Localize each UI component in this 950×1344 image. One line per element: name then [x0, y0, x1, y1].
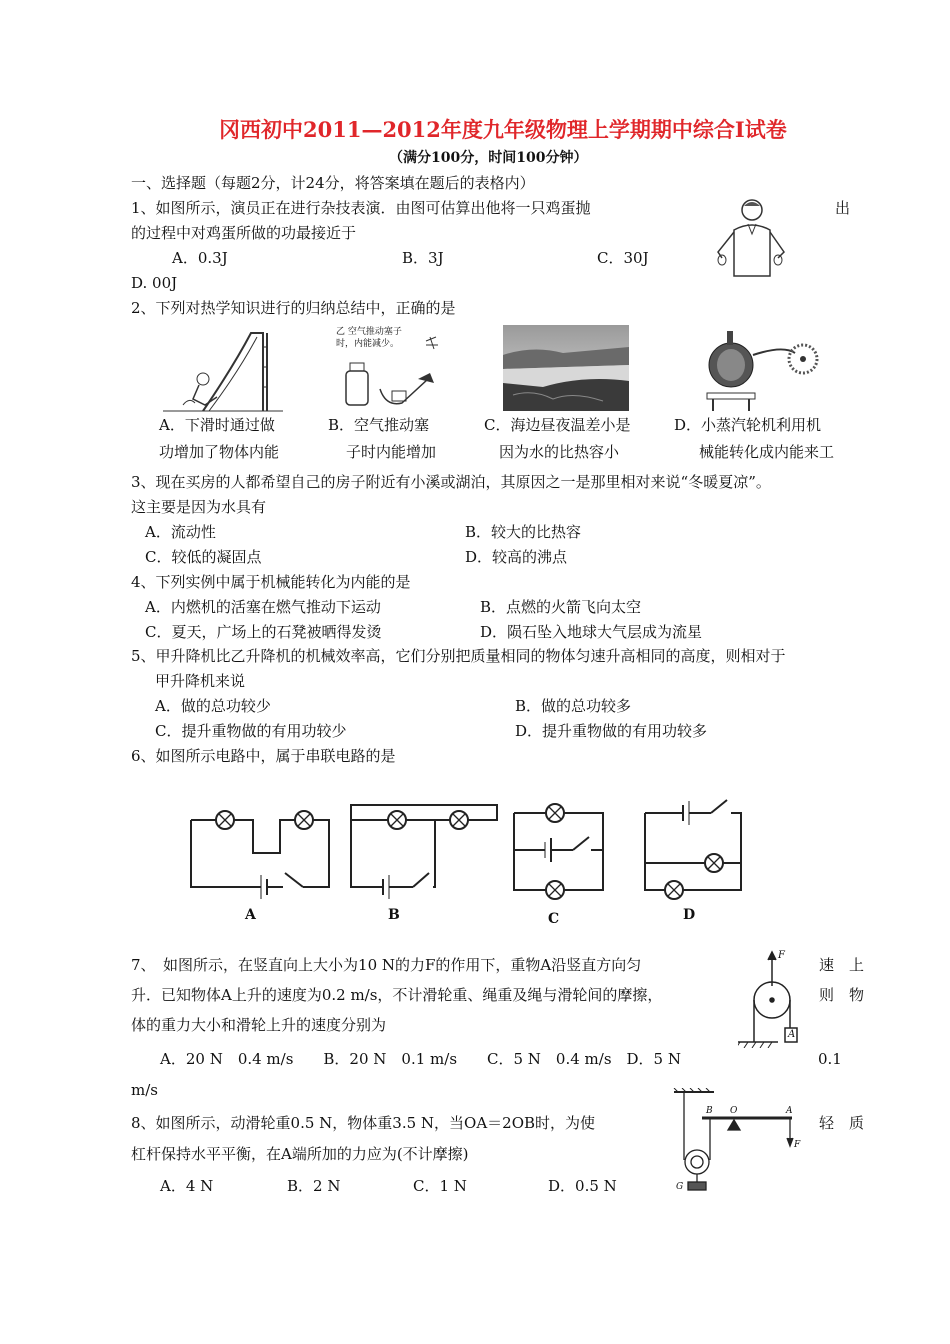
- stopper-figure: [330, 327, 450, 412]
- q1-tail: 出: [835, 199, 851, 217]
- q5-option-b: B．做的总功较多: [515, 697, 632, 715]
- q2-stem: 2、下列对热学知识进行的归纳总结中，正确的是: [131, 299, 456, 317]
- q7-line4: m/s: [131, 1081, 158, 1099]
- q4-option-a: A．内燃机的活塞在燃气推动下运动: [145, 598, 381, 616]
- lever-b-label: B: [706, 1106, 713, 1116]
- q2-option-a-line2: 功增加了物体内能: [159, 443, 280, 461]
- q8-option-a: A．4 N: [160, 1177, 214, 1195]
- q7-tail1: 速 上: [819, 956, 865, 974]
- q7-tail2: 则 物: [819, 986, 865, 1004]
- q1-option-a: A．0.3J: [172, 249, 228, 267]
- circuit-a: [191, 811, 329, 899]
- q2-option-d-line1: D．小蒸汽轮机利用机: [674, 416, 822, 434]
- q1-line2: 的过程中对鸡蛋所做的功最接近于: [131, 224, 357, 242]
- circuit-d: [645, 800, 741, 899]
- q2-option-b-line1: B．空气推动塞: [328, 416, 430, 434]
- q7-line1: 7、 如图所示，在竖直向上大小为10 N的力F的作用下，重物A沿竖直方向匀: [131, 956, 642, 974]
- circuit-label-a: A: [245, 907, 256, 923]
- q5-option-a: A．做的总功较少: [155, 697, 271, 715]
- q4-option-c: C．夏天，广场上的石凳被晒得发烫: [145, 623, 382, 641]
- juggler-figure: [708, 190, 794, 282]
- steam-turbine-figure: [703, 325, 833, 413]
- q1-option-b: B．3J: [402, 249, 444, 267]
- page-subtitle: （满分100分，时间100分钟）: [389, 150, 588, 166]
- q2-option-c-line1: C．海边昼夜温差小是: [484, 416, 631, 434]
- q3-line2: 这主要是因为水具有: [131, 498, 267, 516]
- q2-option-a-line1: A．下滑时通过做: [159, 416, 275, 434]
- q3-line1: 3、现在买房的人都希望自己的房子附近有小溪或湖泊，其原因之一是那里相对来说“冬暖夏凉”。: [131, 473, 771, 491]
- lever-g-label: G: [676, 1182, 684, 1192]
- q4-stem: 4、下列实例中属于机械能转化为内能的是: [131, 573, 411, 591]
- q5-line1: 5、甲升降机比乙升降机的机械效率高，它们分别把质量相同的物体匀速升高相同的高度，则相对于: [131, 647, 786, 665]
- pulley-q7-f-label: F: [778, 950, 785, 961]
- q6-stem: 6、如图所示电路中，属于串联电路的是: [131, 747, 396, 765]
- seaside-figure: [503, 325, 629, 411]
- q8-option-d: D．0.5 N: [548, 1177, 617, 1195]
- circuits-figure: [183, 795, 753, 930]
- q5-line2: 甲升降机来说: [155, 672, 246, 690]
- q8-option-b: B．2 N: [287, 1177, 341, 1195]
- q1-option-d: D. 00J: [131, 274, 178, 292]
- stopper-caption-line2: 时，内能减少。: [336, 339, 400, 349]
- section-heading: 一、选择题（每题2分，计24分，将答案填在题后的表格内）: [131, 174, 535, 192]
- q5-option-c: C．提升重物做的有用功较少: [155, 722, 347, 740]
- slide-figure: [163, 327, 283, 415]
- q8-line2: 杠杆保持水平平衡，在A端所加的力应为(不计摩擦): [131, 1145, 469, 1163]
- q8-tail1: 轻 质: [819, 1114, 865, 1132]
- circuit-label-d: D: [683, 907, 696, 923]
- circuit-label-c: C: [548, 911, 560, 927]
- q8-line1: 8、如图所示，动滑轮重0.5 N，物体重3.5 N，当OA＝2OB时，为使: [131, 1114, 596, 1132]
- q3-option-d: D．较高的沸点: [465, 548, 568, 566]
- q3-option-b: B．较大的比热容: [465, 523, 582, 541]
- lever-f-label: F: [794, 1140, 801, 1150]
- q5-option-d: D．提升重物做的有用功较多: [515, 722, 708, 740]
- circuit-c: [514, 804, 603, 899]
- q4-option-d: D．陨石坠入地球大气层成为流星: [480, 623, 703, 641]
- q4-option-b: B．点燃的火箭飞向太空: [480, 598, 642, 616]
- lever-figure-q8: [670, 1088, 810, 1198]
- pulley-q7-a-label: A: [788, 1029, 796, 1040]
- q2-option-b-line2: 子时内能增加: [346, 443, 437, 461]
- lever-a-label: A: [786, 1106, 793, 1116]
- q8-option-c: C．1 N: [413, 1177, 467, 1195]
- stopper-caption-line1: 乙 空气推动塞子: [336, 327, 402, 337]
- circuit-label-b: B: [388, 907, 400, 923]
- q3-option-a: A．流动性: [145, 523, 216, 541]
- q2-option-c-line2: 因为水的比热容小: [499, 443, 620, 461]
- q1-line1: 1、如图所示，演员正在进行杂技表演．由图可估算出他将一只鸡蛋抛: [131, 199, 591, 217]
- q7-options: A．20 N 0.4 m/s B．20 N 0.1 m/s C．5 N 0.4 m/s D．5 N: [160, 1050, 681, 1068]
- q1-option-c: C．30J: [597, 249, 649, 267]
- pulley-figure-q7: [738, 950, 814, 1048]
- q7-line3: 体的重力大小和滑轮上升的速度分别为: [131, 1016, 387, 1034]
- q2-option-d-line2: 械能转化成内能来工: [699, 443, 835, 461]
- q7-tail3: 0.1: [818, 1050, 842, 1068]
- lever-o-label: O: [730, 1106, 738, 1116]
- q7-line2: 升．已知物体A上升的速度为0.2 m/s，不计滑轮重、绳重及绳与滑轮间的摩擦，: [131, 986, 663, 1004]
- circuit-b: [351, 805, 497, 899]
- page-title: 冈西初中2011—2012年度九年级物理上学期期中综合Ⅰ试卷: [219, 117, 787, 142]
- q3-option-c: C．较低的凝固点: [145, 548, 262, 566]
